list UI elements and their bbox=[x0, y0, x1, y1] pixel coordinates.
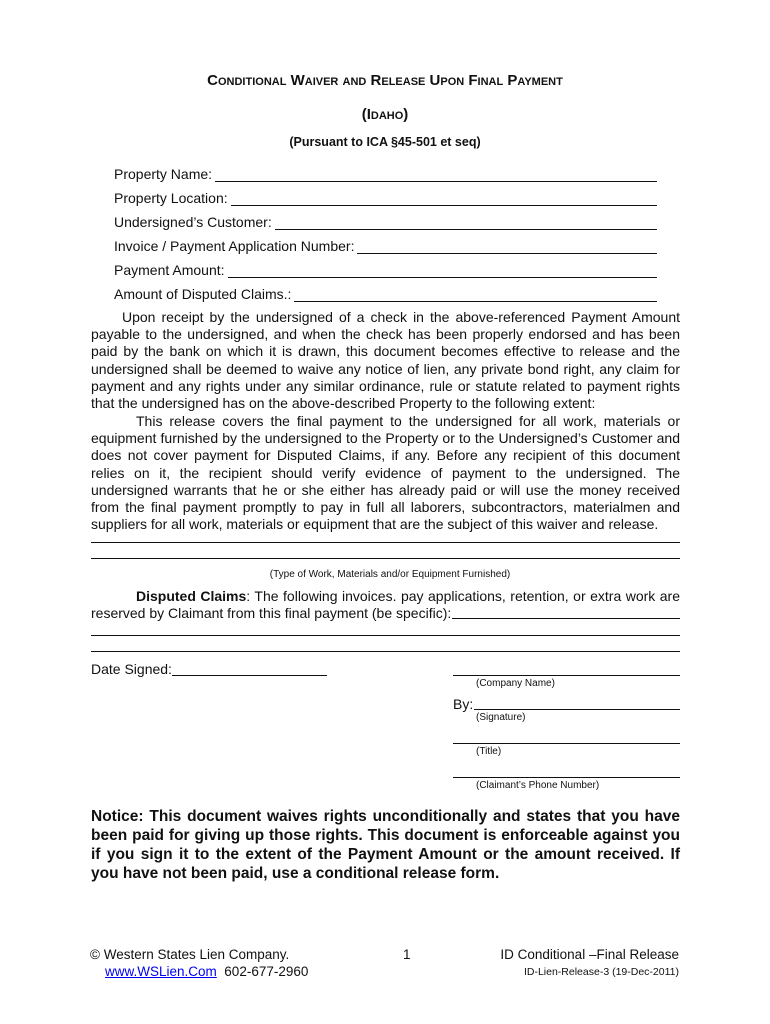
company-name-line[interactable] bbox=[453, 675, 680, 676]
property-location-field[interactable] bbox=[114, 190, 657, 208]
footer-doc-title: ID Conditional –Final Release bbox=[500, 947, 679, 962]
signature-line[interactable] bbox=[474, 709, 680, 710]
disputed-claims-amount-field[interactable] bbox=[114, 286, 657, 304]
field-label: Amount of Disputed Claims.: bbox=[114, 286, 292, 302]
title-caption: (Title) bbox=[476, 746, 502, 757]
footer-contact bbox=[105, 964, 308, 979]
field-label: Property Name: bbox=[114, 166, 213, 182]
title-line[interactable] bbox=[453, 743, 680, 744]
date-signed-field[interactable] bbox=[91, 661, 327, 677]
field-line[interactable] bbox=[275, 214, 657, 230]
field-label: Payment Amount: bbox=[114, 262, 225, 278]
work-line-1[interactable] bbox=[91, 542, 680, 543]
website-link[interactable]: www.WSLien.Com bbox=[105, 964, 217, 979]
disputed-inline-line[interactable] bbox=[452, 618, 680, 619]
page-number: 1 bbox=[403, 947, 411, 962]
work-caption: (Type of Work, Materials and/or Equipment Furnished) bbox=[269, 569, 511, 580]
field-label: Property Location: bbox=[114, 190, 228, 206]
phone-caption: (Claimant’s Phone Number) bbox=[476, 780, 600, 791]
coverage-paragraph: This release covers the final payment to the undersigned for all work, materials or equipment furnished by the undersigned to the Property or to the Undersigned’s Customer and does not cover payment for Disputed Claims, if any. Before any recipient of this document relies on it, the recipient should verify evidence of payment to the undersigned. The undersigned warrants that he or she either has already paid or will use the money received from the final payment promptly to pay in full all laborers, subcontractors, materialmen and suppliers for all work, materials or equipment that are the subject of this waiver and release. bbox=[91, 413, 680, 533]
by-label: By: bbox=[453, 696, 474, 712]
copyright-text: © Western States Lien Company. bbox=[90, 947, 290, 962]
statute-reference: (Pursuant to ICA §45-501 et seq) bbox=[289, 135, 481, 149]
field-line[interactable] bbox=[231, 190, 657, 206]
field-line[interactable] bbox=[215, 166, 657, 182]
customer-field[interactable] bbox=[114, 214, 657, 232]
disputed-claims-text: : The following invoices. pay applications, retention, or extra work are reserved by Claimant from this final payment (be specific): bbox=[91, 588, 680, 622]
invoice-number-field[interactable] bbox=[114, 238, 657, 256]
disputed-line-1[interactable] bbox=[91, 635, 680, 636]
phone-number: 602-677-2960 bbox=[224, 964, 309, 979]
field-line[interactable] bbox=[228, 262, 657, 278]
notice-paragraph: Notice: This document waives rights unconditionally and states that you have been paid for giving up those rights. This document is enforceable against you if you sign it to the extent of the Payment Amount or the amount received. If you have not been paid, use a conditional release form. bbox=[91, 808, 680, 882]
phone-line[interactable] bbox=[453, 777, 680, 778]
date-signed-label: Date Signed: bbox=[91, 661, 172, 677]
property-name-field[interactable] bbox=[114, 166, 657, 184]
field-label: Invoice / Payment Application Number: bbox=[114, 238, 355, 254]
work-line-2[interactable] bbox=[91, 558, 680, 559]
document-title: Conditional Waiver and Release Upon Final Payment bbox=[207, 72, 563, 89]
field-line[interactable] bbox=[357, 238, 657, 254]
company-caption: (Company Name) bbox=[476, 678, 555, 689]
release-paragraph: Upon receipt by the undersigned of a check in the above-referenced Payment Amount payable to the undersigned, and when the check has been properly endorsed and has been paid by the bank on which it is drawn, this document becomes effective to release and the undersigned shall be deemed to waive any notice of lien, any private bond right, any claim for payment and any rights under any similar ordinance, rule or statute related to payment rights that the undersigned has on the above-described Property to the following extent: bbox=[91, 309, 680, 412]
date-signed-line[interactable] bbox=[172, 661, 327, 676]
disputed-line-2[interactable] bbox=[91, 651, 680, 652]
signature-caption: (Signature) bbox=[476, 712, 526, 723]
footer-doc-id: ID-Lien-Release-3 (19-Dec-2011) bbox=[523, 966, 679, 978]
state-heading: (Idaho) bbox=[361, 106, 409, 123]
field-label: Undersigned’s Customer: bbox=[114, 214, 272, 230]
payment-amount-field[interactable] bbox=[114, 262, 657, 280]
field-line[interactable] bbox=[294, 286, 657, 302]
disputed-claims-label: Disputed Claims bbox=[136, 588, 247, 604]
